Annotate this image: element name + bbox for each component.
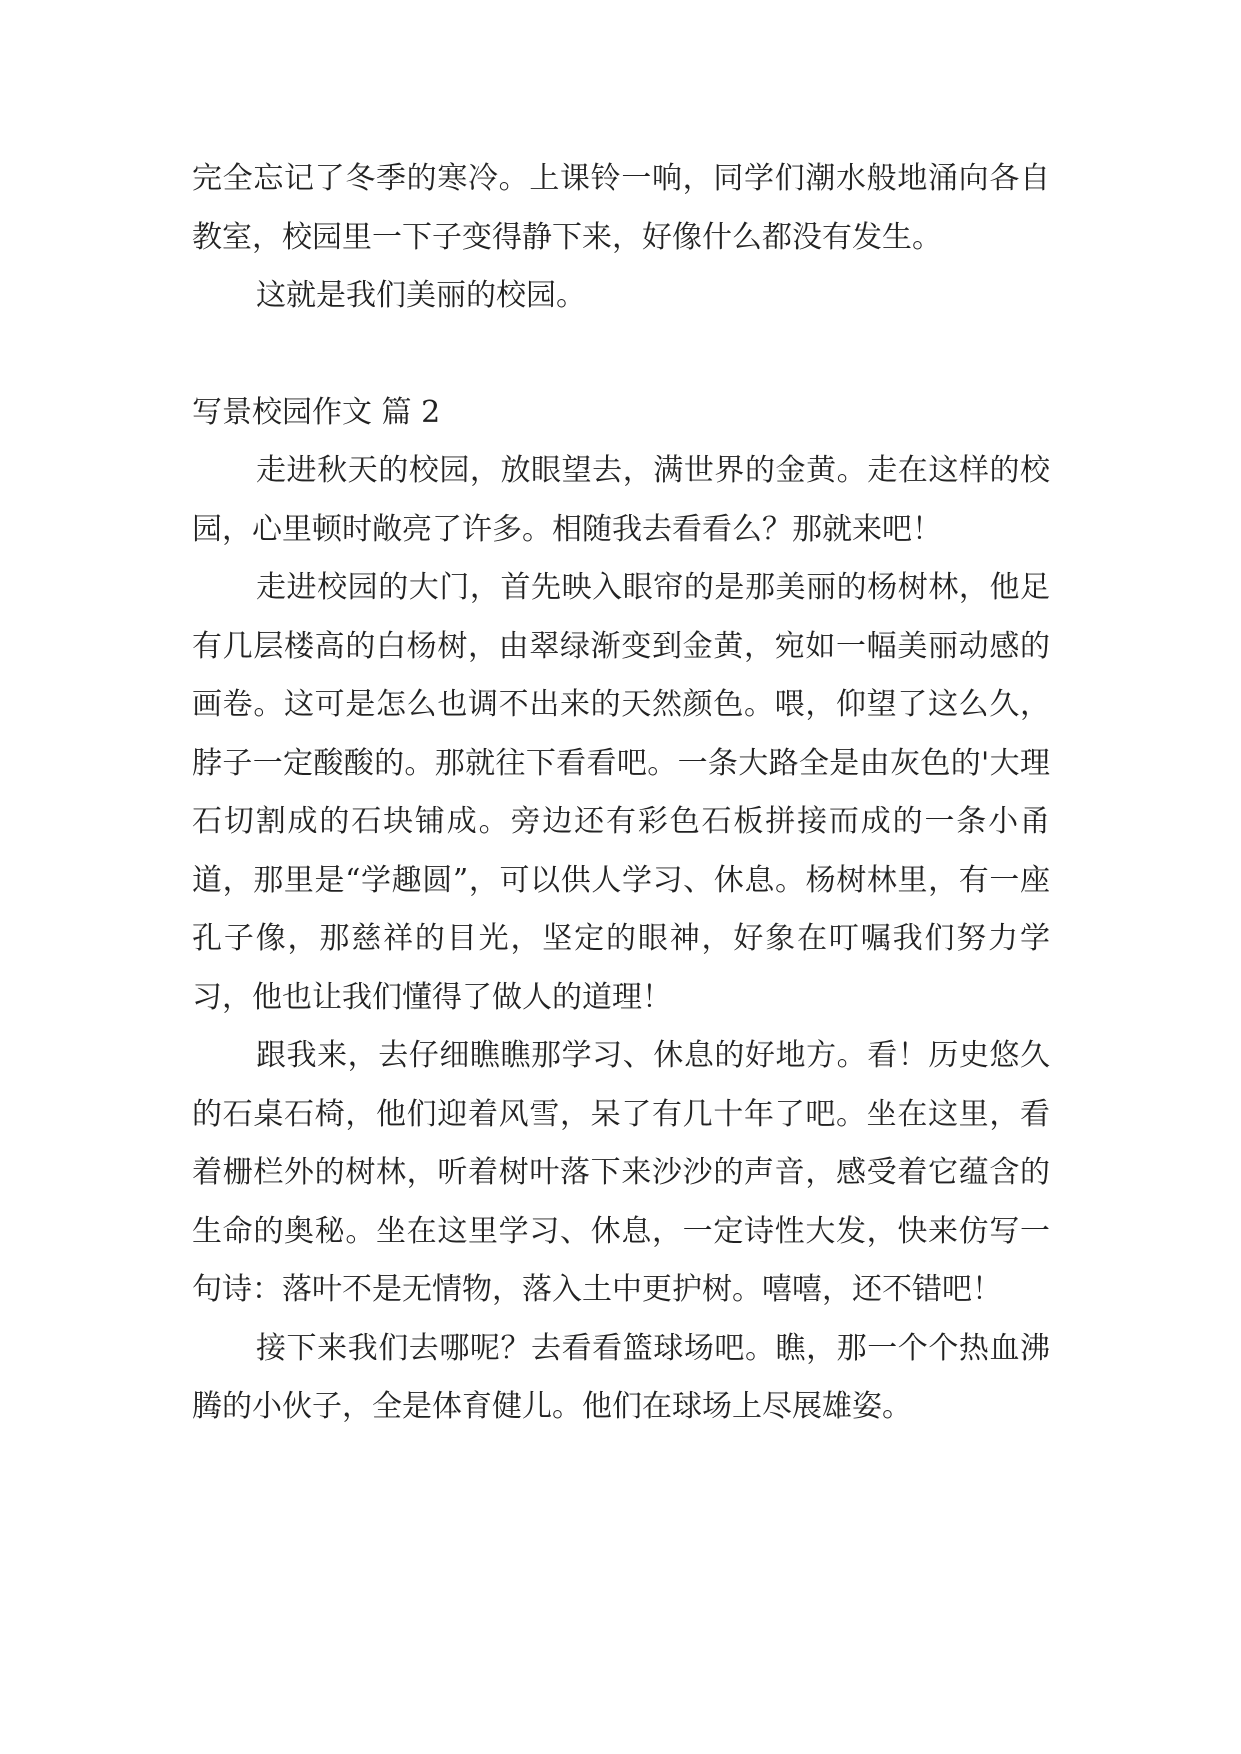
paragraph-campus-summary: 这就是我们美丽的校园。 <box>256 278 586 313</box>
document-body <box>192 150 1050 1437</box>
paragraph-continued: 完全忘记了冬季的寒冷。上课铃一响，同学们潮水般地涌向各自教室，校园里一下子变得静下来，好像什么都没有发生。 <box>192 161 1050 255</box>
paragraph-stone-tables: 跟我来，去仔细瞧瞧那学习、休息的好地方。看！历史悠久的石桌石椅，他们迎着风雪，呆了有几十年了吧。坐在这里，看着栅栏外的树林，听着树叶落下来沙沙的声音，感受着它蕴含的生命的奥秘。坐在这里学习、休息，一定诗性大发，快来仿写一句诗：落叶不是无情物，落入土中更护树。嘻嘻，还不错吧！ <box>192 1038 1050 1307</box>
paragraph-poplar-grove: 走进校园的大门，首先映入眼帘的是那美丽的杨树林，他足有几层楼高的白杨树，由翠绿渐变到金黄，宛如一幅美丽动感的画卷。这可是怎么也调不出来的天然颜色。喂，仰望了这么久，脖子一定酸酸的。那就往下看看吧。一条大路全是由灰色的'大理石切割成的石块铺成。旁边还有彩色石板拼接而成的一条小甬道，那里是“学趣圆”，可以供人学习、休息。杨树林里，有一座孔子像，那慈祥的目光，坚定的眼神，好象在叮嘱我们努力学习，他也让我们懂得了做人的道理！ <box>192 570 1050 1015</box>
paragraph-basketball-court: 接下来我们去哪呢？去看看篮球场吧。瞧，那一个个热血沸腾的小伙子，全是体育健儿。他们在球场上尽展雄姿。 <box>192 1330 1050 1424</box>
paragraph-autumn-campus: 走进秋天的校园，放眼望去，满世界的金黄。走在这样的校园，心里顿时敞亮了许多。相随我去看看么？那就来吧！ <box>192 453 1050 547</box>
section-title: 写景校园作文 篇 2 <box>192 394 441 430</box>
